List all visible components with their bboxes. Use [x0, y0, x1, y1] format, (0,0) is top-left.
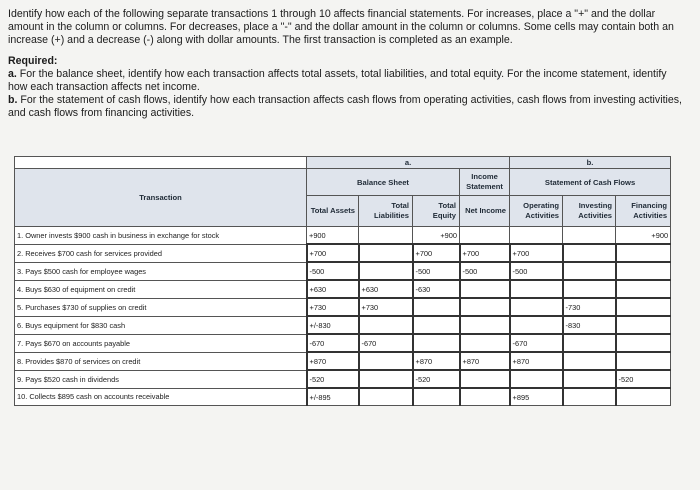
investing-input[interactable]	[563, 262, 616, 280]
total-assets-input[interactable]: -670	[307, 334, 359, 352]
transaction-description: 6. Buys equipment for $830 cash	[15, 316, 307, 334]
net-income-input[interactable]: -500	[460, 262, 510, 280]
total-liabilities-input[interactable]	[359, 316, 413, 334]
investing-input[interactable]	[563, 370, 616, 388]
total-equity-input[interactable]: +700	[413, 244, 460, 262]
transaction-description: 4. Buys $630 of equipment on credit	[15, 280, 307, 298]
header-part-b: b.	[510, 157, 671, 169]
transaction-header: Transaction	[15, 169, 307, 227]
total-equity-input[interactable]	[413, 298, 460, 316]
table-row	[15, 280, 671, 298]
balance-sheet-header: Balance Sheet	[307, 169, 460, 196]
total-liabilities-input[interactable]	[359, 262, 413, 280]
transaction-description: 8. Provides $870 of services on credit	[15, 352, 307, 370]
investing-input[interactable]: -830	[563, 316, 616, 334]
requirement-a-letter: a.	[8, 68, 17, 80]
net-income-input[interactable]	[460, 388, 510, 406]
net-income-cell	[460, 227, 510, 245]
net-income-input[interactable]	[460, 316, 510, 334]
total-liabilities-input[interactable]	[359, 244, 413, 262]
income-statement-header: Income Statement	[460, 169, 510, 196]
col-operating: Operating Activities	[510, 196, 563, 227]
net-income-input[interactable]: +870	[460, 352, 510, 370]
header-part-a: a.	[307, 157, 510, 169]
total-assets-cell: +900	[307, 227, 359, 245]
instructions-intro: Identify how each of the following separate transactions 1 through 10 affects financial statements. For increases, place a "+" and the dollar amount in the column or columns. For decreases, place a "-" and the dollar amount in the column or columns. Some cells may contain both an increase (+) and a decrease (-) along with dollar amounts. The first transaction is completed as an example.	[8, 8, 674, 46]
financing-input[interactable]	[616, 280, 671, 298]
total-liabilities-input[interactable]: -670	[359, 334, 413, 352]
financing-input[interactable]	[616, 262, 671, 280]
total-liabilities-input[interactable]: +730	[359, 298, 413, 316]
transactions-table	[14, 156, 671, 406]
table-row	[15, 298, 671, 316]
investing-cell	[563, 227, 616, 245]
blank-header	[15, 157, 307, 169]
transaction-description: 3. Pays $500 cash for employee wages	[15, 262, 307, 280]
col-investing: Investing Activities	[563, 196, 616, 227]
total-liabilities-cell	[359, 227, 413, 245]
net-income-input[interactable]: +700	[460, 244, 510, 262]
total-equity-input[interactable]	[413, 334, 460, 352]
net-income-input[interactable]	[460, 298, 510, 316]
total-equity-input[interactable]: -520	[413, 370, 460, 388]
financing-input[interactable]	[616, 334, 671, 352]
total-assets-input[interactable]: -520	[307, 370, 359, 388]
col-total-assets: Total Assets	[307, 196, 359, 227]
operating-input[interactable]	[510, 298, 563, 316]
net-income-input[interactable]	[460, 334, 510, 352]
table-row	[15, 388, 671, 406]
investing-input[interactable]: -730	[563, 298, 616, 316]
operating-input[interactable]: +700	[510, 244, 563, 262]
operating-input[interactable]	[510, 280, 563, 298]
operating-input[interactable]: -670	[510, 334, 563, 352]
total-liabilities-input[interactable]: +630	[359, 280, 413, 298]
requirement-b-letter: b.	[8, 94, 18, 106]
transaction-description: 1. Owner invests $900 cash in business in exchange for stock	[15, 227, 307, 245]
col-net-income: Net Income	[460, 196, 510, 227]
total-assets-input[interactable]: +630	[307, 280, 359, 298]
transaction-description: 2. Receives $700 cash for services provided	[15, 244, 307, 262]
total-equity-input[interactable]: -500	[413, 262, 460, 280]
table-row	[15, 334, 671, 352]
col-financing: Financing Activities	[616, 196, 671, 227]
operating-input[interactable]: +895	[510, 388, 563, 406]
total-equity-input[interactable]: +870	[413, 352, 460, 370]
table-row	[15, 244, 671, 262]
total-assets-input[interactable]: +/-895	[307, 388, 359, 406]
operating-input[interactable]	[510, 370, 563, 388]
total-assets-input[interactable]: +870	[307, 352, 359, 370]
requirement-a	[8, 68, 688, 94]
cash-flows-header: Statement of Cash Flows	[510, 169, 671, 196]
total-assets-input[interactable]: +/-830	[307, 316, 359, 334]
transaction-description: 9. Pays $520 cash in dividends	[15, 370, 307, 388]
operating-input[interactable]: -500	[510, 262, 563, 280]
financing-input[interactable]	[616, 316, 671, 334]
requirement-b	[8, 94, 688, 120]
table-row	[15, 352, 671, 370]
investing-input[interactable]	[563, 388, 616, 406]
required-label: Required:	[8, 55, 58, 67]
financing-input[interactable]	[616, 388, 671, 406]
investing-input[interactable]	[563, 352, 616, 370]
total-equity-cell: +900	[413, 227, 460, 245]
financing-cell: +900	[616, 227, 671, 245]
financing-input[interactable]: -520	[616, 370, 671, 388]
total-equity-input[interactable]	[413, 316, 460, 334]
total-assets-input[interactable]: +700	[307, 244, 359, 262]
net-income-input[interactable]	[460, 370, 510, 388]
financing-input[interactable]	[616, 352, 671, 370]
requirement-b-text: For the statement of cash flows, identify how each transaction affects cash flows from operating activities, cash flows from investing activities, and cash flows from financing activities.	[8, 94, 682, 119]
instructions	[8, 8, 688, 120]
investing-input[interactable]	[563, 244, 616, 262]
total-liabilities-input[interactable]	[359, 388, 413, 406]
col-total-liabilities: Total Liabilities	[359, 196, 413, 227]
transaction-description: 10. Collects $895 cash on accounts receivable	[15, 388, 307, 406]
table-row	[15, 227, 671, 245]
financing-input[interactable]	[616, 298, 671, 316]
table-row	[15, 370, 671, 388]
transaction-description: 7. Pays $670 on accounts payable	[15, 334, 307, 352]
operating-input[interactable]: +870	[510, 352, 563, 370]
total-liabilities-input[interactable]	[359, 352, 413, 370]
transaction-description: 5. Purchases $730 of supplies on credit	[15, 298, 307, 316]
total-assets-input[interactable]: +730	[307, 298, 359, 316]
investing-input[interactable]	[563, 280, 616, 298]
financing-input[interactable]	[616, 244, 671, 262]
total-equity-input[interactable]: -630	[413, 280, 460, 298]
total-equity-input[interactable]	[413, 388, 460, 406]
requirement-a-text: For the balance sheet, identify how each transaction affects total assets, total liabilities, and total equity. For the income statement, identify how each transaction affects net income.	[8, 68, 667, 93]
col-total-equity: Total Equity	[413, 196, 460, 227]
table-row	[15, 262, 671, 280]
operating-input[interactable]	[510, 316, 563, 334]
total-liabilities-input[interactable]	[359, 370, 413, 388]
investing-input[interactable]	[563, 334, 616, 352]
operating-cell	[510, 227, 563, 245]
total-assets-input[interactable]: -500	[307, 262, 359, 280]
table-row	[15, 316, 671, 334]
net-income-input[interactable]	[460, 280, 510, 298]
